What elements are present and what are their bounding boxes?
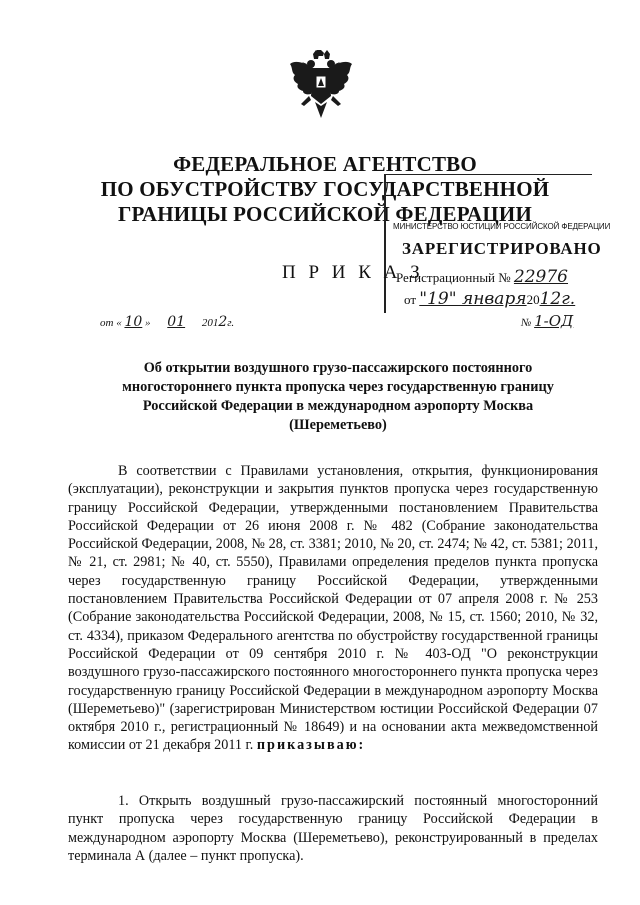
stamp-date bbox=[404, 289, 575, 309]
date-prefix: от « bbox=[100, 317, 122, 329]
order-item-1: 1. Открыть воздушный грузо-пассажирский постоянный многосторонний пункт пропуска через государственную границу Российской Федерации в международном аэропорту Москва (Шереметьево), реконструированный в пределах терминала А (далее – пункт пропуска). bbox=[68, 793, 598, 864]
stamp-ministry: МИНИСТЕРСТВО ЮСТИЦИИ РОССИЙСКОЙ ФЕДЕРАЦИИ bbox=[393, 222, 611, 231]
preamble-text: В соответствии с Правилами установления, открытия, функционирования (эксплуатации), реконструкции и закрытия пунктов пропуска через государственную границу Российской Федерации, утвержденными постановлением Правительства Российской Федерации от 26 июня 2008 г. № 482 (Собрание законодательства Российской Федерации, 2008, № 28, ст. 3381; 2010, № 20, ст. 2474; № 42, ст. 5381; 2011, № 21, ст. 2981; № 40, ст. 5550), Правилами определения пределов пункта пропуска через государственную границу Российской Федерации, утвержденными постановлением Правительства Российской Федерации от 07 апреля 2008 г. № 253 (Собрание законодательства Российской Федерации, 2008, № 15, ст. 1560; 2010, № 32, ст. 4334), приказом Федерального агентства по обустройству государственной границы Российской Федерации от 09 сентября 2010 г. № 403-ОД "О реконструкции воздушного грузо-пассажирского постоянного многостороннего пункта пропуска через государственную границу Российской Федерации в международном аэропорту Москва (Шереметьево)" (зарегистрирован Министерством юстиции Российской Федерации 07 октября 2010 г., регистрационный № 18649) и на основании акта межведомственной комиссии от 21 декабря 2011 г. bbox=[68, 463, 598, 754]
date-month: 01 bbox=[167, 314, 186, 330]
order-word: приказываю: bbox=[256, 737, 366, 754]
russian-eagle-emblem-icon bbox=[289, 50, 353, 120]
stamp-registered: ЗАРЕГИСТРИРОВАНО bbox=[402, 239, 602, 258]
number-value: 1-ОД bbox=[534, 312, 574, 330]
number-prefix: № bbox=[521, 317, 532, 329]
stamp-reg-number: 22976 bbox=[513, 267, 569, 287]
stamp-date-handwritten: "19" января bbox=[419, 289, 527, 309]
stamp-year-prefix: 20 bbox=[526, 292, 540, 307]
registration-stamp bbox=[384, 174, 611, 313]
document-title: Об открытии воздушного грузо-пассажирского постоянного многостороннего пункта пропуска через государственную границу Российской Федерации в международном аэропорту Москва (Шереметьево) bbox=[122, 360, 554, 433]
date-year-suffix: 2 bbox=[218, 314, 228, 330]
document-type: П Р И К А З bbox=[282, 262, 424, 283]
document-number bbox=[521, 312, 573, 330]
preamble-paragraph bbox=[68, 462, 598, 755]
stamp-year-handwritten: 12г. bbox=[539, 289, 576, 309]
agency-line-1: ФЕДЕРАЛЬНОЕ АГЕНТСТВО bbox=[173, 152, 477, 176]
document-date bbox=[100, 314, 234, 330]
agency-line-3: ГРАНИЦЫ РОССИЙСКОЙ ФЕДЕРАЦИИ bbox=[117, 202, 533, 226]
agency-line-2: ПО ОБУСТРОЙСТВУ ГОСУДАРСТВЕННОЙ bbox=[100, 177, 550, 201]
date-mid: » bbox=[145, 317, 151, 329]
stamp-date-prefix: от bbox=[404, 292, 417, 307]
date-year-end: г. bbox=[227, 317, 235, 329]
date-day: 10 bbox=[124, 314, 143, 330]
date-year-prefix: 201 bbox=[201, 317, 219, 329]
stamp-reg-label: Регистрационный № bbox=[396, 270, 511, 285]
